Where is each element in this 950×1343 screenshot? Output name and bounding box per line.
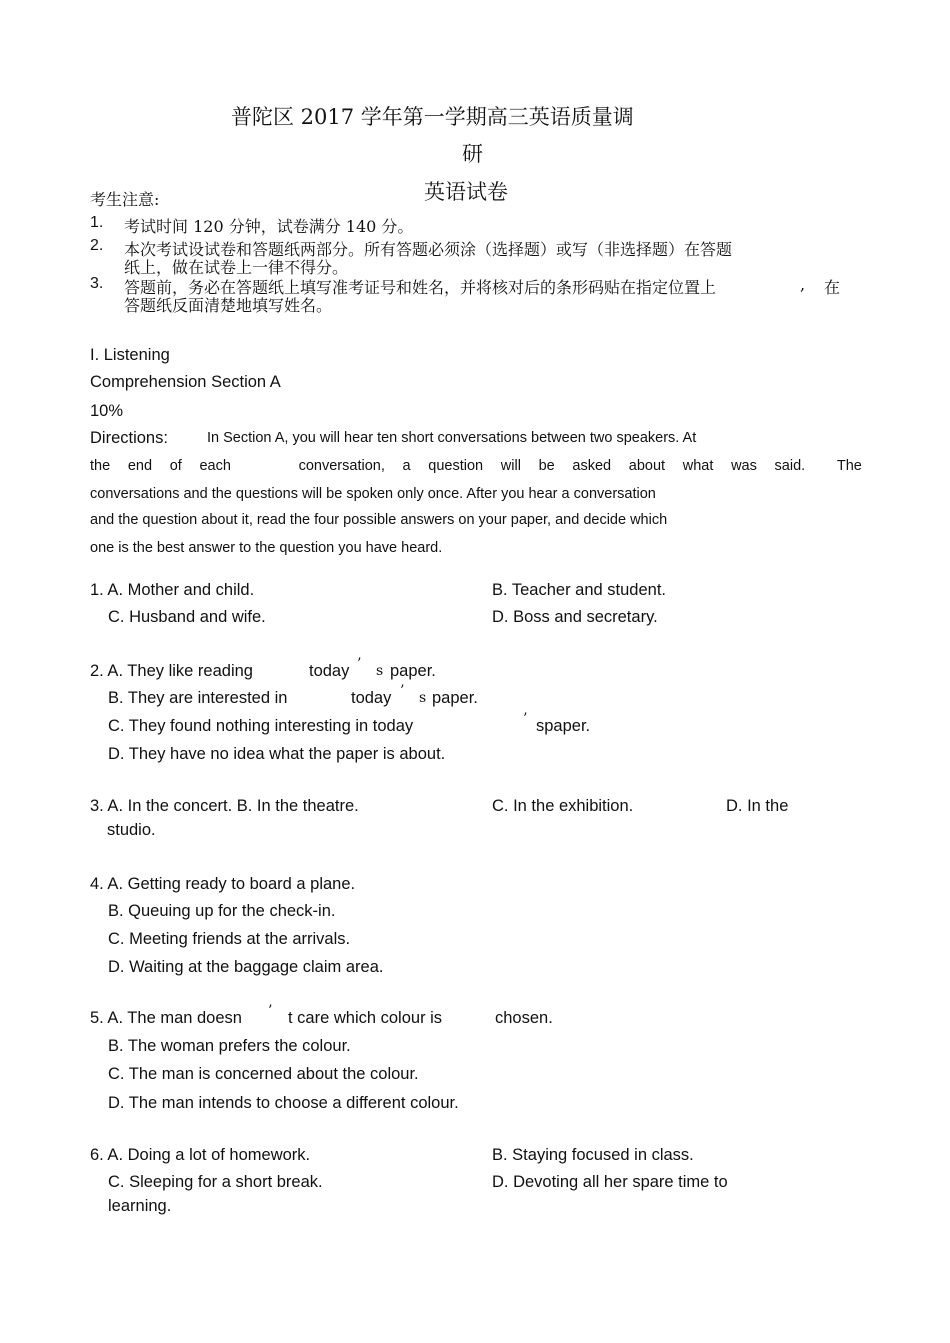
directions-label: Directions:	[90, 429, 168, 447]
q4-option-b: B. Queuing up for the check-in.	[108, 902, 336, 920]
q6-option-d-continued: learning.	[108, 1197, 172, 1215]
section-heading: I. Listening	[90, 346, 170, 364]
q6-option-d: D. Devoting all her spare time to	[492, 1173, 728, 1191]
page-title: 普陀区 2017 学年第一学期高三英语质量调	[231, 105, 634, 129]
page-title-continuation: 研	[462, 142, 483, 166]
q3-option-d-continued: studio.	[107, 821, 156, 839]
q5-option-a-middle: t care which colour is	[288, 1009, 443, 1027]
section-subheading: Comprehension Section A	[90, 373, 281, 391]
directions-word: question	[428, 458, 484, 474]
directions-word: conversation,	[298, 458, 385, 474]
q2-option-a-apostrophe: ’	[357, 656, 362, 672]
directions-word: what	[682, 458, 714, 474]
notice-heading: 考生注意:	[90, 190, 160, 209]
notice-item-2-line-2: 纸上，做在试卷上一律不得分。	[124, 258, 349, 277]
directions-word: about	[628, 458, 666, 474]
q5-option-a-apostrophe: ’	[268, 1003, 273, 1019]
q5-option-a-end: chosen.	[495, 1009, 553, 1027]
q1-option-b: B. Teacher and student.	[492, 581, 666, 599]
directions-line-1: In Section A, you will hear ten short conversations between two speakers. At	[207, 430, 697, 446]
q2-option-c-apostrophe: ’	[523, 711, 528, 727]
directions-line-2	[90, 458, 862, 474]
q4-option-c: C. Meeting friends at the arrivals.	[108, 930, 351, 948]
notice-item-2-line-1: 本次考试设试卷和答题纸两部分。所有答题必须涂（选择题）或写（非选择题）在答题	[124, 240, 733, 259]
q1-option-c: C. Husband and wife.	[108, 608, 266, 626]
directions-line-4: and the question about it, read the four possible answers on your paper, and decide which	[90, 512, 668, 528]
notice-item-3-comma: ,	[800, 275, 806, 294]
q1-option-d: D. Boss and secretary.	[492, 608, 658, 626]
q3-option-d: D. In the	[726, 797, 789, 815]
q6-option-b: B. Staying focused in class.	[492, 1146, 694, 1164]
q2-option-b-apostrophe: ’	[400, 683, 405, 699]
directions-word: a	[402, 458, 411, 474]
q2-option-b-s: s	[419, 690, 427, 706]
q5-option-b: B. The woman prefers the colour.	[108, 1037, 351, 1055]
directions-word: was	[731, 458, 757, 474]
q2-option-c-paper: spaper.	[536, 717, 591, 735]
notice-item-3-line-2: 答题纸反面清楚地填写姓名。	[124, 296, 333, 315]
section-weight: 10%	[90, 402, 124, 420]
notice-item-3-tail: 在	[824, 278, 841, 297]
q2-option-a-paper: paper.	[390, 662, 436, 680]
directions-word: end	[127, 458, 153, 474]
notice-number-3: 3.	[90, 275, 104, 292]
q5-option-a: 5. A. The man doesn	[90, 1009, 242, 1027]
q2-option-b: B. They are interested in	[108, 689, 288, 707]
q5-option-c: C. The man is concerned about the colour.	[108, 1065, 419, 1083]
q1-option-a: 1. A. Mother and child.	[90, 581, 255, 599]
q6-option-a: 6. A. Doing a lot of homework.	[90, 1146, 311, 1164]
q2-option-a: 2. A. They like reading	[90, 662, 253, 680]
q2-option-a-today: today	[309, 662, 350, 680]
q3-option-c: C. In the exhibition.	[492, 797, 634, 815]
notice-number-1: 1.	[90, 214, 104, 231]
directions-word: will	[500, 458, 521, 474]
q2-option-a-s: s	[376, 663, 384, 679]
q2-option-c: C. They found nothing interesting in today	[108, 717, 414, 735]
directions-line-5: one is the best answer to the question you have heard.	[90, 540, 443, 556]
directions-word: of	[169, 458, 182, 474]
directions-word: the	[90, 458, 111, 474]
directions-word: The	[836, 458, 862, 474]
notice-number-2: 2.	[90, 237, 104, 254]
notice-item-3-line-1: 答题前，务必在答题纸上填写准考证号和姓名，并将核对后的条形码贴在指定位置上	[124, 278, 717, 297]
q4-option-d: D. Waiting at the baggage claim area.	[108, 958, 384, 976]
directions-word: be	[538, 458, 555, 474]
q2-option-b-paper: paper.	[432, 689, 478, 707]
directions-word: each	[199, 458, 231, 474]
q5-option-d: D. The man intends to choose a different colour.	[108, 1094, 459, 1112]
notice-item-1: 考试时间 120 分钟，试卷满分 140 分。	[124, 217, 414, 236]
directions-word: asked	[572, 458, 612, 474]
q2-option-d: D. They have no idea what the paper is about.	[108, 745, 446, 763]
directions-line-3: conversations and the questions will be spoken only once. After you hear a conversation	[90, 486, 656, 502]
q6-option-c: C. Sleeping for a short break.	[108, 1173, 323, 1191]
q3-options-a-b: 3. A. In the concert. B. In the theatre.	[90, 797, 359, 815]
directions-word: said.	[774, 458, 806, 474]
paper-subtitle: 英语试卷	[424, 180, 508, 204]
q4-option-a: 4. A. Getting ready to board a plane.	[90, 875, 356, 893]
q2-option-b-today: today	[351, 689, 392, 707]
